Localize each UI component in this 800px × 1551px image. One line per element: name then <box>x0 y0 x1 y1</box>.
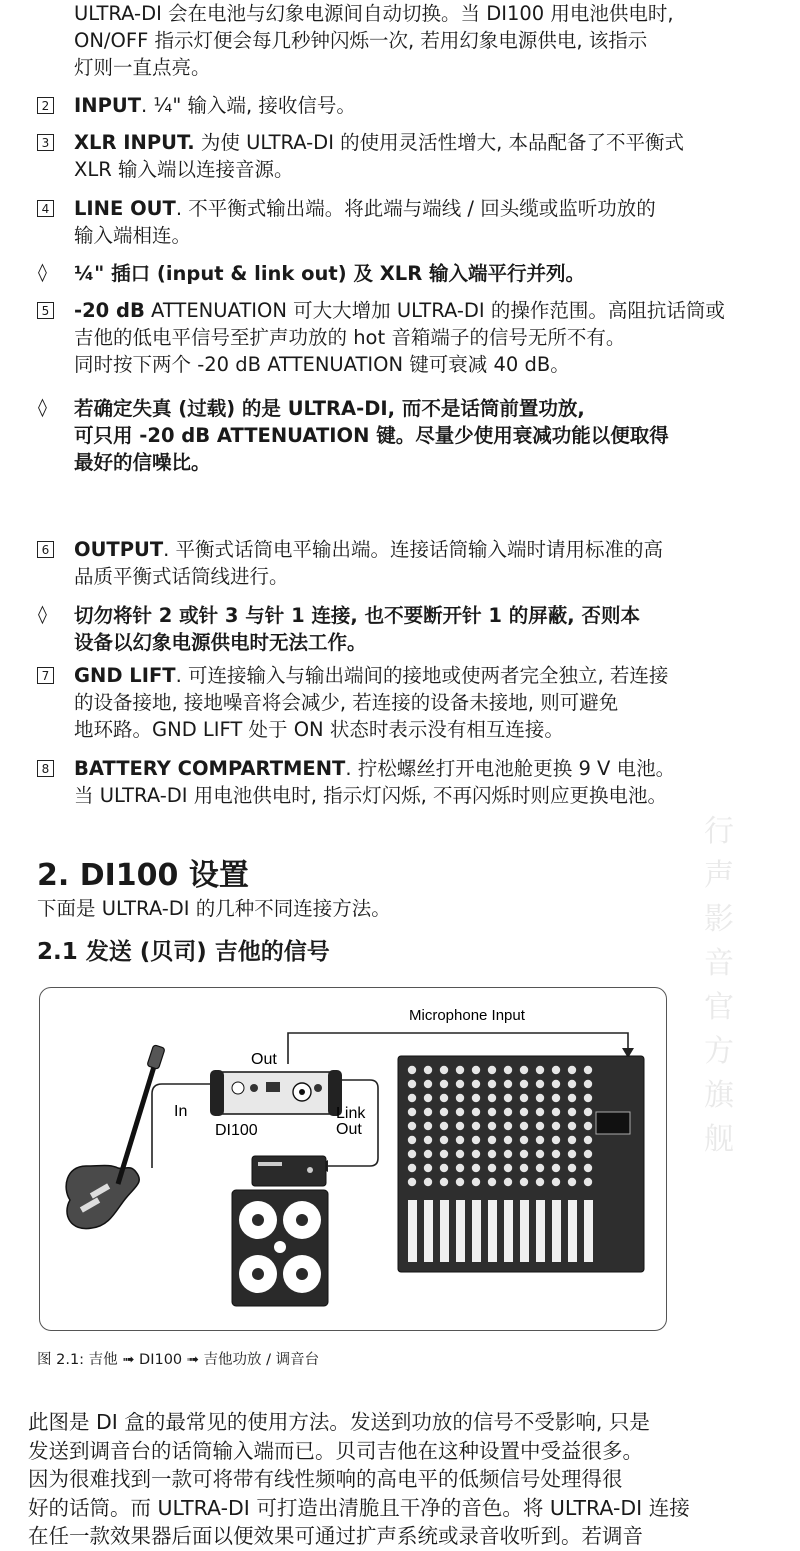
mixer-knob <box>488 1080 496 1088</box>
body-paragraph: 此图是 DI 盒的最常见的使用方法。发送到功放的信号不受影响, 只是 发送到调音台的话筒输入端而已。贝司吉他在这种设置中受益很多。 因为很难找到一款可将带有线性频响的高电平的低频信号处理得很 好的话筒。而 ULTRA-DI 可打造出清脆且干净的音色。将 ULTRA-DI 连接 在任一款效果器后面以便效果可通过扩声系统或录音收听到。若调音 <box>28 1410 690 1548</box>
mixer-knob <box>520 1122 528 1130</box>
mixer-fader <box>472 1200 481 1262</box>
section-title: 2. DI100 设置 <box>37 858 249 893</box>
item-8-text: BATTERY COMPARTMENT. 拧松螺丝打开电池舱更换 9 V 电池。 当 ULTRA-DI 用电池供电时, 指示灯闪烁, 不再闪烁时则应更换电池。 <box>74 757 676 807</box>
mixer-knob <box>536 1094 544 1102</box>
mixer-knob <box>584 1108 592 1116</box>
connection-diagram <box>40 988 667 1331</box>
mixer-knob <box>520 1108 528 1116</box>
mixer-knob <box>520 1150 528 1158</box>
mixer-knob <box>536 1122 544 1130</box>
mixer-knob <box>408 1108 416 1116</box>
mixer-knob <box>472 1150 480 1158</box>
mixer-knob <box>568 1080 576 1088</box>
mixer-knob <box>520 1094 528 1102</box>
item-7-text: GND LIFT. 可连接输入与输出端间的接地或使两者完全独立, 若连接 的设备接地, 接地噪音将会减少, 若连接的设备未接地, 则可避免 地环路。GND LIFT 处于 ON 状态时表示没有相互连接。 <box>74 664 669 741</box>
mixer-knob <box>552 1080 560 1088</box>
figure-caption: 图 2.1: 吉他 ➟ DI100 ➟ 吉他功放 / 调音台 <box>37 1352 320 1368</box>
mixer-knob <box>520 1080 528 1088</box>
mixer-knob <box>456 1136 464 1144</box>
mixer-knob <box>488 1122 496 1130</box>
mixer-knob <box>536 1150 544 1158</box>
mixer-knob <box>456 1150 464 1158</box>
watermark-text: 行 声 影 音 官 方 旗 舰 <box>704 814 734 1157</box>
mixer-knob <box>536 1164 544 1172</box>
mixer-knob <box>504 1178 512 1186</box>
mixer-knob <box>424 1108 432 1116</box>
mixer-knob <box>424 1080 432 1088</box>
mixer-knob <box>456 1164 464 1172</box>
mixer-fader <box>408 1200 417 1262</box>
mixer-knob <box>408 1122 416 1130</box>
mixer-knob <box>408 1066 416 1074</box>
mixer-knob <box>552 1122 560 1130</box>
mixer-knob <box>472 1066 480 1074</box>
label-link: Link <box>336 1105 366 1122</box>
mixer-knob <box>424 1066 432 1074</box>
mixer-knob <box>568 1178 576 1186</box>
item-3-text: XLR INPUT. 为使 ULTRA-DI 的使用灵活性增大, 本品配备了不平衡式 XLR 输入端以连接音源。 <box>74 131 685 181</box>
mixer-fader <box>424 1200 433 1262</box>
mixer-knob <box>504 1136 512 1144</box>
mixer-knob <box>440 1136 448 1144</box>
mixer-knob <box>424 1178 432 1186</box>
mixer-knob <box>472 1108 480 1116</box>
mixer-knob <box>584 1122 592 1130</box>
mixer-knob <box>408 1080 416 1088</box>
mixer-knob <box>424 1136 432 1144</box>
mixer-knob <box>584 1178 592 1186</box>
mixer-knob <box>424 1094 432 1102</box>
mixer-knob <box>488 1066 496 1074</box>
bass-amp-icon <box>232 1156 328 1306</box>
mixer-knob <box>536 1108 544 1116</box>
mixer-knob <box>552 1094 560 1102</box>
label-link-out: Out <box>336 1121 362 1138</box>
item-number-badge: 2 <box>37 97 54 114</box>
mixer-knob <box>440 1066 448 1074</box>
note-3-text: 切勿将针 2 或针 3 与针 1 连接, 也不要断开针 1 的屏蔽, 否则本 设备以幻象电源供电时无法工作。 <box>74 604 640 654</box>
mixer-knob <box>520 1164 528 1172</box>
mixer-knob <box>568 1122 576 1130</box>
mixer-knob <box>504 1122 512 1130</box>
mixer-fader <box>584 1200 593 1262</box>
mixer-knob <box>456 1094 464 1102</box>
mixer-knob <box>488 1150 496 1158</box>
di100-box-icon <box>210 1070 342 1116</box>
mixer-knob <box>504 1066 512 1074</box>
label-di100: DI100 <box>215 1122 258 1139</box>
mixer-knob <box>552 1108 560 1116</box>
mixer-knob <box>504 1108 512 1116</box>
mixer-knob <box>424 1150 432 1158</box>
diamond-icon: ◊ <box>38 604 47 625</box>
item-number-badge: 5 <box>37 302 54 319</box>
item-number-badge: 4 <box>37 200 54 217</box>
mixer-knob <box>584 1080 592 1088</box>
mixer-knob <box>472 1080 480 1088</box>
item-number-badge: 8 <box>37 760 54 777</box>
subsection-title: 2.1 发送 (贝司) 吉他的信号 <box>37 939 330 965</box>
mixer-knob <box>504 1150 512 1158</box>
mixer-knob <box>440 1094 448 1102</box>
mixer-knob <box>472 1094 480 1102</box>
mixer-knob <box>504 1164 512 1172</box>
mixer-knob <box>456 1122 464 1130</box>
mixer-knob <box>472 1122 480 1130</box>
item-0-text: ULTRA-DI 会在电池与幻象电源间自动切换。当 DI100 用电池供电时, ON/OFF 指示灯便会每几秒钟闪烁一次, 若用幻象电源供电, 该指示 灯则一直点亮。 <box>74 2 674 79</box>
mixer-knob <box>456 1178 464 1186</box>
mixer-knob <box>440 1150 448 1158</box>
mixer-knob <box>440 1164 448 1172</box>
mixer-knob <box>568 1136 576 1144</box>
mixer-knob <box>504 1080 512 1088</box>
mixer-knob <box>520 1178 528 1186</box>
mixer-knob <box>552 1136 560 1144</box>
mixer-knob <box>424 1164 432 1172</box>
mixer-knob <box>456 1066 464 1074</box>
item-4-text: LINE OUT. 不平衡式输出端。将此端与端线 / 回头缆或监听功放的 输入端相连。 <box>74 197 656 247</box>
bass-guitar-icon <box>66 1045 165 1229</box>
item-5-text: -20 dB ATTENUATION 可大大增加 ULTRA-DI 的操作范围。高阻抗话筒或 吉他的低电平信号至扩声功放的 hot 音箱端子的信号无所不有。 同时按下两个 -20 dB ATTENUATION 键可衰减 40 dB。 <box>74 299 725 376</box>
mixer-knob <box>584 1150 592 1158</box>
mixer-knob <box>520 1136 528 1144</box>
mixer-fader <box>552 1200 561 1262</box>
section-intro: 下面是 ULTRA-DI 的几种不同连接方法。 <box>37 897 391 920</box>
mixer-knob <box>568 1164 576 1172</box>
mixer-knob <box>488 1108 496 1116</box>
mixer-fader <box>488 1200 497 1262</box>
mixer-knob <box>552 1066 560 1074</box>
mixer-console-icon <box>398 1056 644 1272</box>
mixer-knob <box>568 1066 576 1074</box>
mixer-knob <box>584 1136 592 1144</box>
mixer-knob <box>440 1080 448 1088</box>
mixer-knob <box>552 1150 560 1158</box>
mixer-knob <box>424 1122 432 1130</box>
note-2-text: 若确定失真 (过载) 的是 ULTRA-DI, 而不是话筒前置功放, 可只用 -20 dB ATTENUATION 键。尽量少使用衰减功能以便取得 最好的信噪比。 <box>74 397 669 474</box>
mixer-knob <box>536 1178 544 1186</box>
mixer-knob <box>408 1150 416 1158</box>
mixer-knob <box>440 1108 448 1116</box>
mixer-knob <box>504 1094 512 1102</box>
mixer-knob <box>536 1066 544 1074</box>
mixer-knob <box>456 1108 464 1116</box>
item-number-badge: 6 <box>37 541 54 558</box>
mixer-knob <box>456 1080 464 1088</box>
label-in: In <box>174 1103 188 1120</box>
mixer-knob <box>520 1066 528 1074</box>
mixer-knob <box>488 1178 496 1186</box>
mixer-knob <box>584 1094 592 1102</box>
mixer-knob <box>488 1136 496 1144</box>
mixer-knob <box>440 1122 448 1130</box>
mixer-knob <box>472 1136 480 1144</box>
mixer-knob <box>536 1136 544 1144</box>
mixer-knob <box>568 1108 576 1116</box>
mixer-fader <box>520 1200 529 1262</box>
mixer-knob <box>408 1136 416 1144</box>
item-6-text: OUTPUT. 平衡式话筒电平输出端。连接话筒输入端时请用标准的高 品质平衡式话筒线进行。 <box>74 538 664 588</box>
item-number-badge: 3 <box>37 134 54 151</box>
mixer-knob <box>552 1164 560 1172</box>
mixer-fader <box>440 1200 449 1262</box>
cable-guitar-to-di <box>152 1084 216 1168</box>
mixer-knob <box>568 1094 576 1102</box>
label-out: Out <box>251 1051 277 1068</box>
mixer-knob <box>568 1150 576 1158</box>
mixer-knob <box>584 1164 592 1172</box>
mixer-knob <box>472 1164 480 1172</box>
item-2-text: INPUT. ¼" 输入端, 接收信号。 <box>74 94 356 117</box>
mixer-fader <box>456 1200 465 1262</box>
figure-diagram <box>39 987 667 1331</box>
mixer-knob <box>408 1164 416 1172</box>
mixer-knob <box>584 1066 592 1074</box>
mixer-fader <box>568 1200 577 1262</box>
mixer-knob <box>408 1178 416 1186</box>
item-number-badge: 7 <box>37 667 54 684</box>
mixer-knob <box>488 1094 496 1102</box>
mixer-knob <box>440 1178 448 1186</box>
diamond-icon: ◊ <box>38 397 47 418</box>
note-1-text: ¼" 插口 (input & link out) 及 XLR 输入端平行并列。 <box>74 262 586 285</box>
mixer-knob <box>552 1178 560 1186</box>
mixer-fader <box>536 1200 545 1262</box>
mixer-fader <box>504 1200 513 1262</box>
mixer-knob <box>472 1178 480 1186</box>
mixer-knob <box>408 1094 416 1102</box>
label-microphone-input: Microphone Input <box>409 1007 525 1024</box>
mixer-knob <box>488 1164 496 1172</box>
diamond-icon: ◊ <box>38 262 47 283</box>
mixer-knob <box>536 1080 544 1088</box>
